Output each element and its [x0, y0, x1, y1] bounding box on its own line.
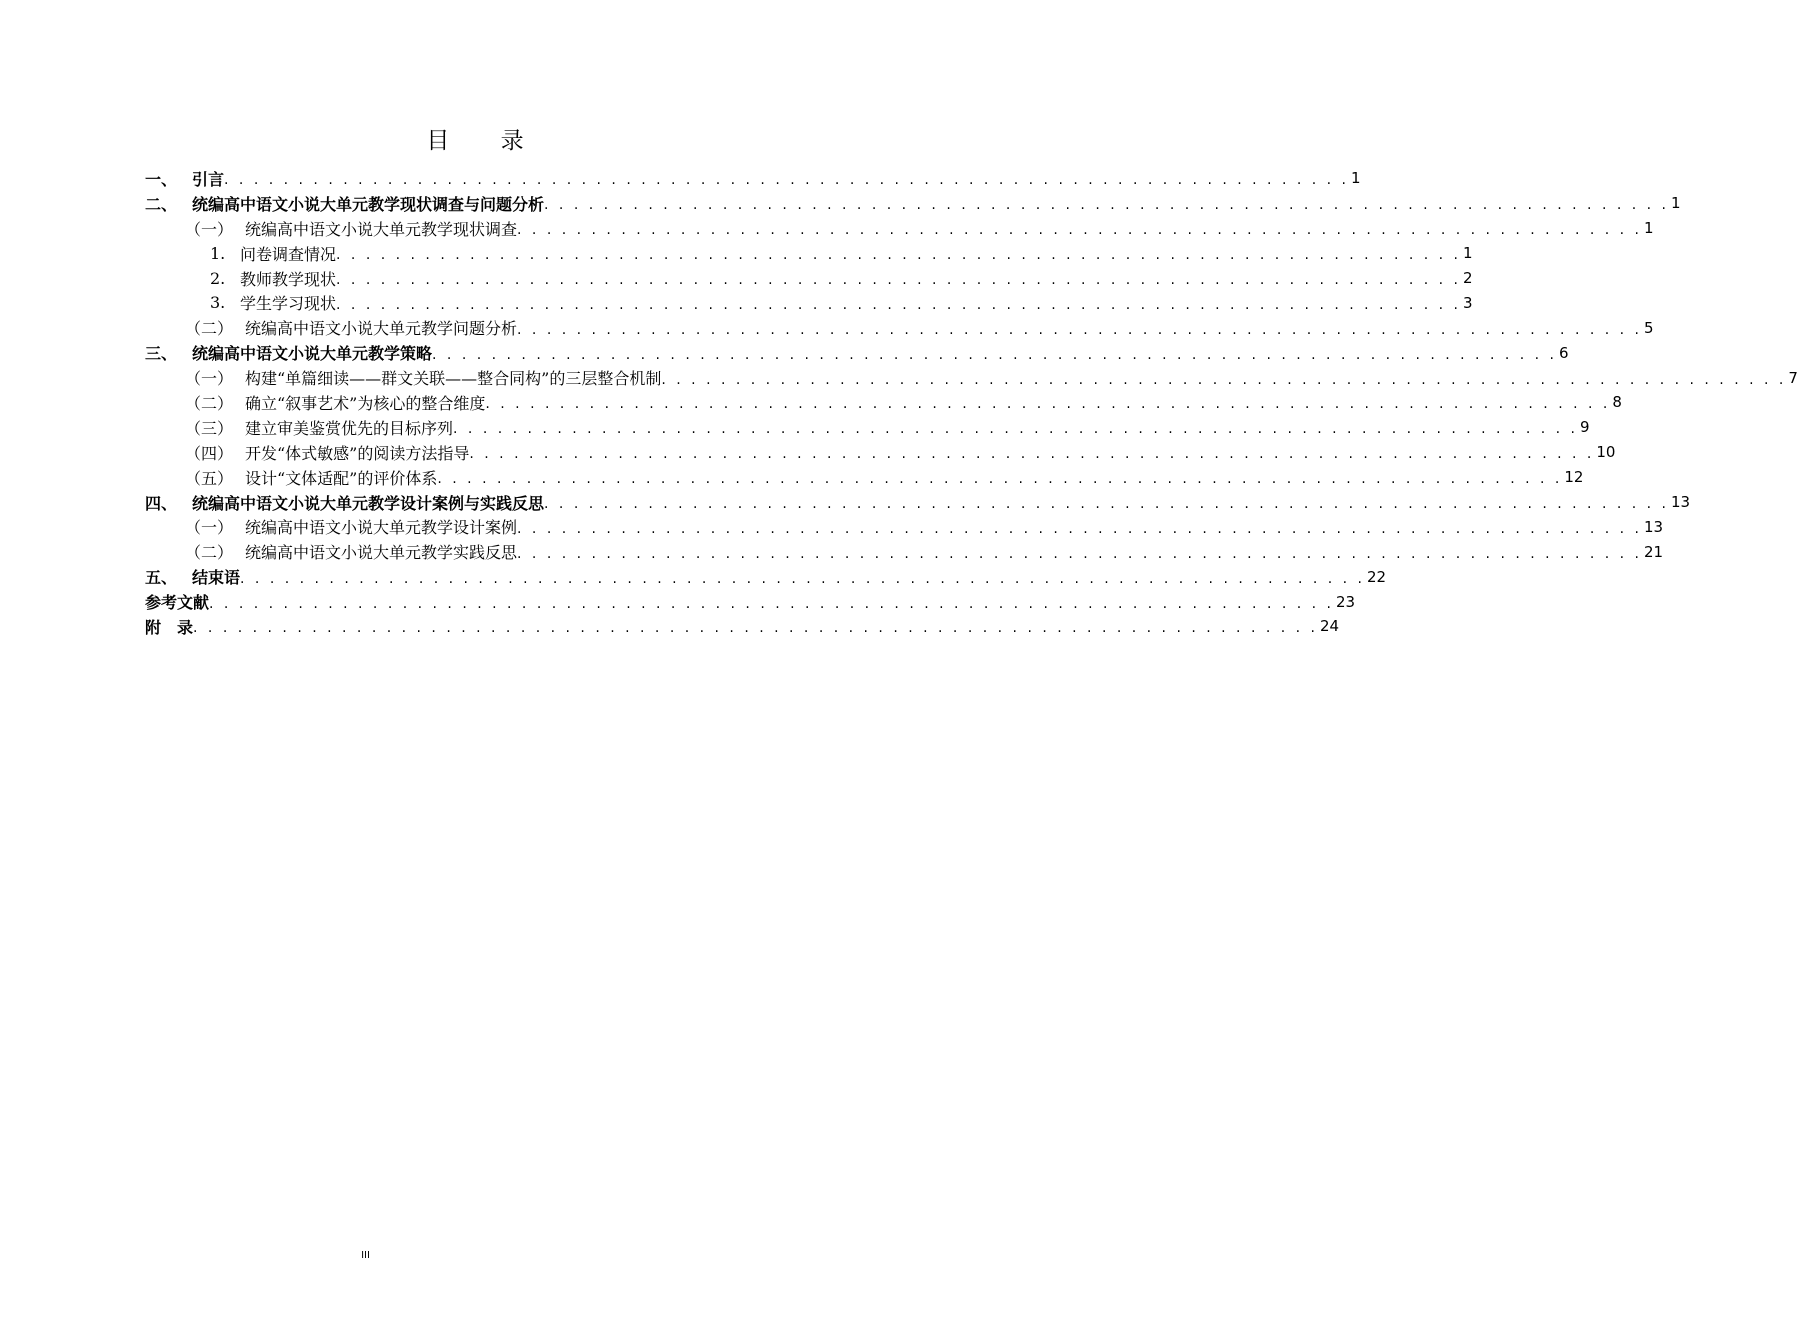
toc-entry-page: 1	[1351, 169, 1361, 188]
table-of-contents	[145, 166, 1798, 639]
toc-entry-page: 21	[1644, 542, 1664, 561]
toc-dot-leader: . . . . . . . . . . . . . . . . . . . . . . . . . . . . . . . . . . . . . . . . . . . . . . . . . . . . . . . . . . . . . . . . . . . . . . . . . . . .	[544, 496, 1669, 513]
toc-entry-number: （二）	[185, 393, 234, 413]
toc-entry-number: （四）	[185, 443, 234, 463]
toc-dot-leader: . . . . . . . . . . . . . . . . . . . . . . . . . . . . . . . . . . . . . . . . . . . . . . . . . . . . . . . . . . . . . . . . . . . . . . . . . . . .	[432, 346, 1557, 363]
toc-entry[interactable]	[145, 266, 1473, 291]
toc-entry-page: 7	[1788, 368, 1798, 387]
toc-entry-page: 1	[1463, 244, 1473, 263]
toc-dot-leader: . . . . . . . . . . . . . . . . . . . . . . . . . . . . . . . . . . . . . . . . . . . . . . . . . . . . . . . . . . . . . . . . . . . . . . . . . . . .	[336, 247, 1461, 264]
toc-dot-leader: . . . . . . . . . . . . . . . . . . . . . . . . . . . . . . . . . . . . . . . . . . . . . . . . . . . . . . . . . . . . . . . . . . . . . . . . . . . .	[517, 222, 1642, 239]
toc-entry-page: 2	[1463, 269, 1473, 287]
toc-entry-page: 5	[1644, 318, 1654, 337]
toc-entry[interactable]	[145, 315, 1654, 340]
toc-entry-number: （一）	[185, 518, 234, 538]
toc-entry-title: 统编高中语文小说大单元教学策略	[192, 344, 433, 364]
toc-entry[interactable]	[145, 191, 1681, 216]
toc-entry-title: 学生学习现状	[240, 294, 337, 314]
toc-entry-title: 统编高中语文小说大单元教学设计案例	[245, 518, 518, 538]
toc-entry-title: 结束语	[192, 568, 241, 588]
toc-entry-title: 建立审美鉴赏优先的目标序列	[245, 418, 454, 438]
toc-entry-number: （二）	[185, 319, 234, 339]
footer-page-number: III	[361, 1250, 370, 1261]
toc-entry-page: 24	[1320, 617, 1340, 636]
toc-entry-page: 1	[1671, 194, 1681, 213]
toc-dot-leader: . . . . . . . . . . . . . . . . . . . . . . . . . . . . . . . . . . . . . . . . . . . . . . . . . . . . . . . . . . . . . . . . . . . . . . . . . . . .	[209, 595, 1334, 612]
toc-entry-title: 统编高中语文小说大单元教学问题分析	[245, 319, 518, 339]
toc-dot-leader: . . . . . . . . . . . . . . . . . . . . . . . . . . . . . . . . . . . . . . . . . . . . . . . . . . . . . . . . . . . . . . . . . . . . . . . . . . . .	[437, 471, 1563, 488]
toc-entry-number: 一、	[145, 169, 178, 189]
toc-dot-leader: . . . . . . . . . . . . . . . . . . . . . . . . . . . . . . . . . . . . . . . . . . . . . . . . . . . . . . . . . . . . . . . . . . . . . . . . . . . .	[661, 371, 1787, 388]
toc-entry[interactable]	[145, 465, 1584, 490]
toc-dot-leader: . . . . . . . . . . . . . . . . . . . . . . . . . . . . . . . . . . . . . . . . . . . . . . . . . . . . . . . . . . . . . . . . . . . . . . . . . . . .	[336, 296, 1461, 313]
toc-entry[interactable]	[145, 539, 1664, 564]
toc-entry-number: 二、	[145, 194, 178, 214]
toc-entry[interactable]	[145, 514, 1664, 539]
toc-entry-title: 问卷调查情况	[240, 244, 337, 264]
toc-dot-leader: . . . . . . . . . . . . . . . . . . . . . . . . . . . . . . . . . . . . . . . . . . . . . . . . . . . . . . . . . . . . . . . . . . . . . . . . . . . .	[193, 620, 1318, 637]
toc-entry-number: 五、	[145, 568, 178, 588]
toc-entry-number: 3.	[210, 293, 226, 313]
toc-entry[interactable]	[145, 564, 1387, 589]
toc-entry-page: 13	[1644, 517, 1664, 536]
toc-entry-title: 构建“单篇细读——群文关联——整合同构”的三层整合机制	[245, 369, 662, 389]
toc-dot-leader: . . . . . . . . . . . . . . . . . . . . . . . . . . . . . . . . . . . . . . . . . . . . . . . . . . . . . . . . . . . . . . . . . . . . . . . . . . . .	[224, 172, 1349, 189]
toc-entry-number: 2.	[210, 268, 226, 288]
toc-entry-title: 引言	[192, 169, 225, 189]
toc-entry[interactable]	[145, 589, 1356, 614]
toc-dot-leader: . . . . . . . . . . . . . . . . . . . . . . . . . . . . . . . . . . . . . . . . . . . . . . . . . . . . . . . . . . . . . . . . . . . . . . . . . . . .	[517, 321, 1642, 338]
toc-entry-title: 统编高中语文小说大单元教学设计案例与实践反思	[192, 493, 545, 513]
toc-entry[interactable]	[145, 166, 1361, 191]
toc-entry-number: 三、	[145, 344, 178, 364]
toc-entry-number: （五）	[185, 468, 234, 488]
toc-entry-page: 10	[1596, 443, 1616, 462]
toc-dot-leader: . . . . . . . . . . . . . . . . . . . . . . . . . . . . . . . . . . . . . . . . . . . . . . . . . . . . . . . . . . . . . . . . . . . . . . . . . . . .	[453, 421, 1578, 438]
toc-entry-page: 13	[1671, 493, 1691, 512]
toc-entry-number: 四、	[145, 493, 178, 513]
toc-entry-page: 23	[1336, 592, 1356, 611]
toc-entry-title: 统编高中语文小说大单元教学实践反思	[245, 543, 518, 563]
toc-entry-number: （二）	[185, 543, 234, 563]
toc-entry-number: （一）	[185, 219, 234, 239]
toc-entry-page: 3	[1463, 293, 1473, 312]
toc-dot-leader: . . . . . . . . . . . . . . . . . . . . . . . . . . . . . . . . . . . . . . . . . . . . . . . . . . . . . . . . . . . . . . . . . . . . . . . . . . . .	[240, 570, 1365, 587]
toc-entry-title: 开发“体式敏感”的阅读方法指导	[245, 443, 470, 463]
toc-entry-page: 12	[1564, 468, 1584, 487]
toc-dot-leader: . . . . . . . . . . . . . . . . . . . . . . . . . . . . . . . . . . . . . . . . . . . . . . . . . . . . . . . . . . . . . . . . . . . . . . . . . . . .	[485, 396, 1611, 413]
toc-entry-title: 统编高中语文小说大单元教学现状调查	[245, 219, 518, 239]
toc-entry-page: 22	[1367, 567, 1387, 586]
toc-dot-leader: . . . . . . . . . . . . . . . . . . . . . . . . . . . . . . . . . . . . . . . . . . . . . . . . . . . . . . . . . . . . . . . . . . . . . . . . . . . .	[336, 272, 1461, 288]
toc-entry[interactable]	[145, 440, 1616, 465]
toc-entry-title: 统编高中语文小说大单元教学现状调查与问题分析	[192, 194, 545, 214]
toc-dot-leader: . . . . . . . . . . . . . . . . . . . . . . . . . . . . . . . . . . . . . . . . . . . . . . . . . . . . . . . . . . . . . . . . . . . . . . . . . . . .	[544, 197, 1669, 214]
toc-entry-number: （三）	[185, 418, 234, 438]
toc-entry-title: 确立“叙事艺术”为核心的整合维度	[245, 393, 486, 413]
toc-dot-leader: . . . . . . . . . . . . . . . . . . . . . . . . . . . . . . . . . . . . . . . . . . . . . . . . . . . . . . . . . . . . . . . . . . . . . . . . . . . .	[517, 520, 1642, 537]
toc-dot-leader: . . . . . . . . . . . . . . . . . . . . . . . . . . . . . . . . . . . . . . . . . . . . . . . . . . . . . . . . . . . . . . . . . . . . . . . . . . . .	[517, 545, 1642, 562]
toc-entry-page: 6	[1559, 343, 1569, 362]
toc-entry-title: 附 录	[145, 617, 194, 637]
toc-entry[interactable]	[145, 241, 1473, 266]
toc-entry-number: 1.	[210, 243, 226, 263]
toc-entry[interactable]	[145, 614, 1340, 639]
toc-entry[interactable]	[145, 340, 1569, 365]
toc-entry[interactable]	[145, 390, 1622, 415]
toc-dot-leader: . . . . . . . . . . . . . . . . . . . . . . . . . . . . . . . . . . . . . . . . . . . . . . . . . . . . . . . . . . . . . . . . . . . . . . . . . . . .	[469, 446, 1595, 463]
toc-entry-title: 参考文献	[145, 593, 210, 613]
page-title: 目 录	[426, 128, 546, 154]
toc-entry[interactable]	[145, 415, 1590, 440]
toc-entry-page: 8	[1612, 393, 1622, 412]
toc-entry-page: 1	[1644, 219, 1654, 238]
toc-entry-page: 9	[1580, 418, 1590, 437]
toc-entry[interactable]	[145, 290, 1473, 315]
toc-entry[interactable]	[145, 490, 1691, 515]
toc-entry-number: （一）	[185, 369, 234, 389]
toc-entry[interactable]	[145, 365, 1798, 390]
toc-entry-title: 设计“文体适配”的评价体系	[245, 468, 438, 488]
toc-entry[interactable]	[145, 216, 1654, 241]
toc-entry-title: 教师教学现状	[240, 269, 337, 289]
